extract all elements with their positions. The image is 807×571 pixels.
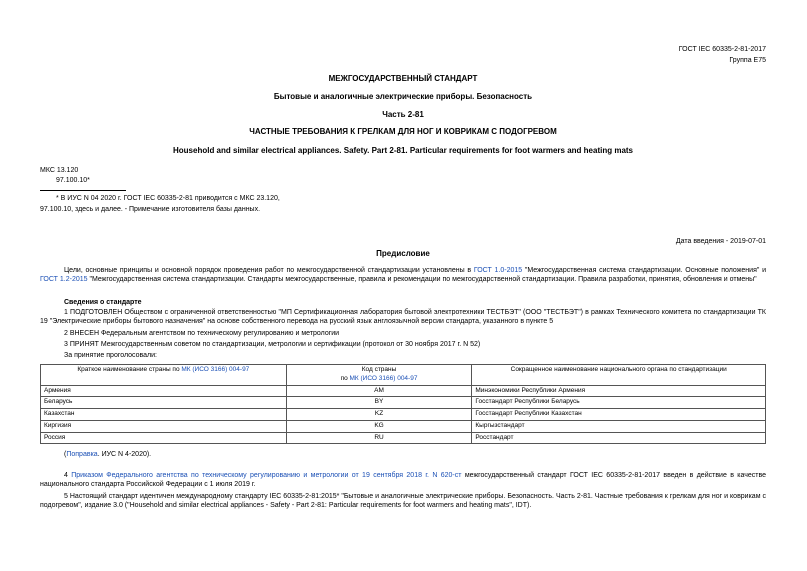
amendment-link[interactable]: Поправка [66, 451, 98, 458]
standard-subject: Бытовые и аналогичные электрические приборы. Безопасность [273, 92, 533, 101]
gost-number: ГОСТ IEC 60335-2-81-2017 [678, 46, 766, 53]
item4-prefix: 4 [64, 472, 72, 479]
header-country-text: Краткое наименование страны по [77, 366, 182, 373]
table-row [41, 420, 766, 432]
foreword-heading: Предисловие [376, 249, 430, 258]
cell-code: KZ [286, 409, 472, 421]
item-2-introduced: 2 ВНЕСЕН Федеральным агентством по техническому регулированию и метрологии [64, 330, 340, 337]
mk-iso-link-2[interactable]: МК (ИСО 3166) 004-97 [349, 374, 418, 382]
countries-table [40, 364, 766, 444]
item-4-enacted [40, 471, 766, 490]
table-row [41, 385, 766, 397]
amendment-text: . ИУС N 4-2020). [97, 451, 152, 458]
introduction-date: Дата введения - 2019-07-01 [675, 238, 766, 245]
cell-body: Кыргызстандарт [472, 420, 766, 432]
header-code-text-b: по [340, 374, 350, 382]
cell-country: Казахстан [41, 409, 287, 421]
cell-code: AM [286, 385, 472, 397]
footnote-line-1: * В ИУС N 04 2020 г. ГОСТ IEC 60335-2-81 приводится с МКС 23.120, [56, 195, 280, 202]
gost-1-0-link[interactable]: ГОСТ 1.0-2015 [473, 267, 523, 274]
mks-code-2: 97.100.10* [56, 177, 90, 184]
cell-body: Госстандарт Республики Беларусь [472, 397, 766, 409]
table-row [41, 432, 766, 444]
standard-part: Часть 2-81 [382, 110, 424, 119]
item-1-prepared: 1 ПОДГОТОВЛЕН Обществом с ограниченной ответственностью "МП Сертификационная лаборатория бытовой электротехники ТЕСТБЭТ" (ООО "ТЕСТБЭТ") в рамках Технического комитета по стандартизации ТК 19 "Электрические приборы бытового назначения" на основе собственного перевода на русский язык англоязычной версии стандарта, указанного в пункте 5 [40, 309, 766, 326]
para1-text-b: "Межгосударственная система стандартизации. Основные положения" и [522, 267, 766, 274]
header-code [286, 365, 472, 386]
footnote-divider [40, 190, 126, 191]
order-link[interactable]: Приказом Федерального агентства по техническому регулированию и метрологии от 19 сентября 2018 г. N 620-ст [71, 472, 462, 479]
cell-body: Госстандарт Республики Казахстан [472, 409, 766, 421]
voted-label: За принятие проголосовали: [64, 352, 157, 359]
header-code-text: Код страны [361, 366, 397, 373]
group-label: Группа Е75 [729, 57, 766, 64]
table-row [41, 409, 766, 421]
cell-country: Россия [41, 432, 287, 444]
cell-country: Армения [41, 385, 287, 397]
mk-iso-link-1[interactable]: МК (ИСО 3166) 004-97 [181, 366, 250, 373]
standard-info-heading: Сведения о стандарте [64, 299, 142, 306]
header-country [41, 365, 287, 386]
header-body: Сокращенное наименование национального органа по стандартизации [472, 365, 766, 386]
cell-country: Киргизия [41, 420, 287, 432]
foreword-paragraph-1 [40, 266, 766, 285]
cell-body: Росстандарт [472, 432, 766, 444]
cell-code: BY [286, 397, 472, 409]
gost-1-2-link[interactable]: ГОСТ 1.2-2015 [40, 276, 88, 284]
para1-text-a: Цели, основные принципы и основной порядок проведения работ по межгосударственной стандартизации установлены в [64, 267, 474, 274]
english-title: Household and similar electrical appliances. Safety. Part 2-81. Particular requirements for foot warmers and heating mats [173, 146, 633, 155]
item-5-identical: 5 Настоящий стандарт идентичен международному стандарту IEC 60335-2-81:2015* "Бытовые и аналогичные электрические приборы. Безопасность. Часть 2-81. Частные требования к грелкам для ног и коврикам с подогревом", издание 3.0 ("Household and similar electrical appliances - Safety - Part 2-81: Particular requirements for foot warmers and heating mats", IDT). [40, 493, 766, 510]
footnote-line-2: 97.100.10, здесь и далее. - Примечание изготовителя базы данных. [40, 206, 261, 213]
cell-code: KG [286, 420, 472, 432]
document-page [40, 0, 770, 571]
cell-body: Минэкономики Республики Армения [472, 385, 766, 397]
item-3-adopted: 3 ПРИНЯТ Межгосударственным советом по стандартизации, метрологии и сертификации (протокол от 30 ноября 2017 г. N 52) [64, 341, 481, 348]
para1-text-c: "Межгосударственная система стандартизации. Стандарты межгосударственные, правила и рекомендации по межгосударственной стандартизации. Правила разработки, принятия, обновления и отмены" [87, 276, 757, 284]
item4-text: межгосударственный стандарт ГОСТ IEC 60335-2-81-2017 введен в действие в качестве национального стандарта Российской Федерации с 1 июля 2019 г. [40, 472, 766, 489]
countries-table-wrap [40, 364, 766, 444]
cell-code: RU [286, 432, 472, 444]
mks-code-1: МКС 13.120 [40, 167, 79, 174]
part-title: ЧАСТНЫЕ ТРЕБОВАНИЯ К ГРЕЛКАМ ДЛЯ НОГ И КОВРИКАМ С ПОДОГРЕВОМ [249, 127, 557, 136]
cell-country: Беларусь [41, 397, 287, 409]
amendment-note: (Поправка. ИУС N 4-2020). [64, 451, 152, 458]
table-row [41, 397, 766, 409]
standard-type: МЕЖГОСУДАРСТВЕННЫЙ СТАНДАРТ [328, 74, 478, 83]
